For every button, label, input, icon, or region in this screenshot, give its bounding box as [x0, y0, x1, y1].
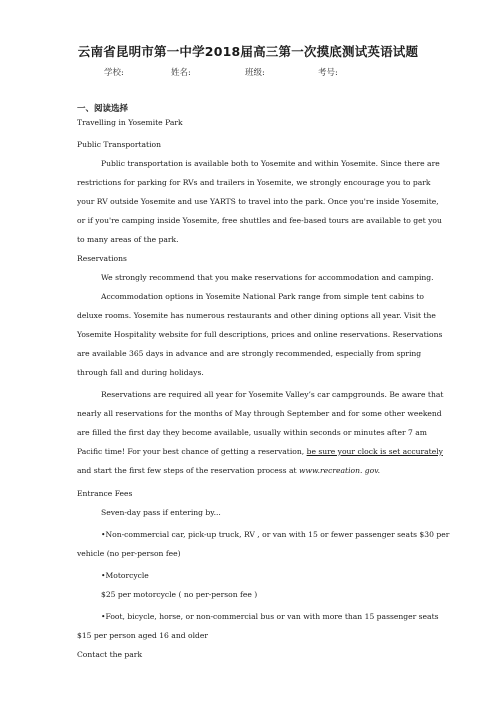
public-transport-heading: Public Transportation: [77, 140, 161, 149]
paragraph-line: Public transportation is available both to Yosemite and within Yosemite. Since there are: [101, 159, 440, 168]
fee-item: $25 per motorcycle ( no per-person fee ): [101, 590, 258, 599]
name-field-label: 姓名:: [171, 68, 191, 78]
paragraph-line: to many areas of the park.: [77, 235, 179, 244]
exam-title: 云南省昆明市第一中学2018届高三第一次摸底测试英语试题: [77, 44, 419, 59]
paragraph-line: are available 365 days in advance and are strongly recommended, especially from spring: [77, 349, 422, 358]
text-run: Pacific time! For your best chance of getting a reservation,: [77, 447, 307, 456]
paragraph-line: restrictions for parking for RVs and trailers in Yosemite, we strongly encourage you to park: [77, 178, 431, 187]
paragraph-line: [77, 447, 443, 457]
fee-item: •Motorcycle: [101, 571, 149, 580]
paragraph-line: Yosemite Hospitality website for full descriptions, prices and online reservations. Reservations: [77, 330, 443, 339]
contact-heading: Contact the park: [77, 650, 143, 659]
paragraph-line: your RV outside Yosemite and use YARTS to travel into the park. Once you're inside Yosemite,: [77, 197, 439, 206]
class-field-label: 班级:: [245, 68, 265, 78]
paragraph-line: Accommodation options in Yosemite National Park range from simple tent cabins to: [101, 292, 424, 301]
paragraph-line: Seven-day pass if entering by...: [101, 508, 221, 517]
paragraph-line: [77, 466, 422, 476]
paragraph-line: Reservations are required all year for Yosemite Valley’s car campgrounds. Be aware that: [101, 390, 444, 399]
school-field-label: 学校:: [104, 68, 124, 78]
entrance-fees-heading: Entrance Fees: [77, 489, 133, 498]
paragraph-line: We strongly recommend that you make reservations for accommodation and camping.: [101, 273, 434, 282]
website-link[interactable]: www.recreation. gov.: [298, 466, 381, 475]
passage-title: Travelling in Yosemite Park: [77, 118, 183, 127]
fee-item: •Non-commercial car, pick-up truck, RV , or van with 15 or fewer passenger seats $30 per: [101, 530, 450, 539]
fee-item: $15 per person aged 16 and older: [77, 631, 208, 640]
exam-number-field-label: 考号:: [318, 68, 338, 78]
reservations-heading: Reservations: [77, 254, 127, 263]
section-heading: 一、阅读选择: [77, 104, 129, 114]
fee-item: vehicle (no per-person fee): [77, 549, 181, 558]
paragraph-line: through fall and during holidays.: [77, 368, 204, 377]
underlined-phrase: be sure your clock is set accurately: [306, 447, 443, 456]
paragraph-line: nearly all reservations for the months of May through September and for some other weekend: [77, 409, 442, 418]
paragraph-line: deluxe rooms. Yosemite has numerous restaurants and other dining options all year. Visit the: [77, 311, 436, 320]
paragraph-line: or if you're camping inside Yosemite, free shuttles and fee-based tours are available to get you: [77, 216, 442, 225]
paragraph-line: are filled the first day they become available, usually within seconds or minutes after 7 am: [77, 428, 427, 437]
fee-item: •Foot, bicycle, horse, or non-commercial bus or van with more than 15 passenger seats: [101, 612, 439, 621]
text-run: and start the first few steps of the reservation process at: [77, 466, 299, 475]
